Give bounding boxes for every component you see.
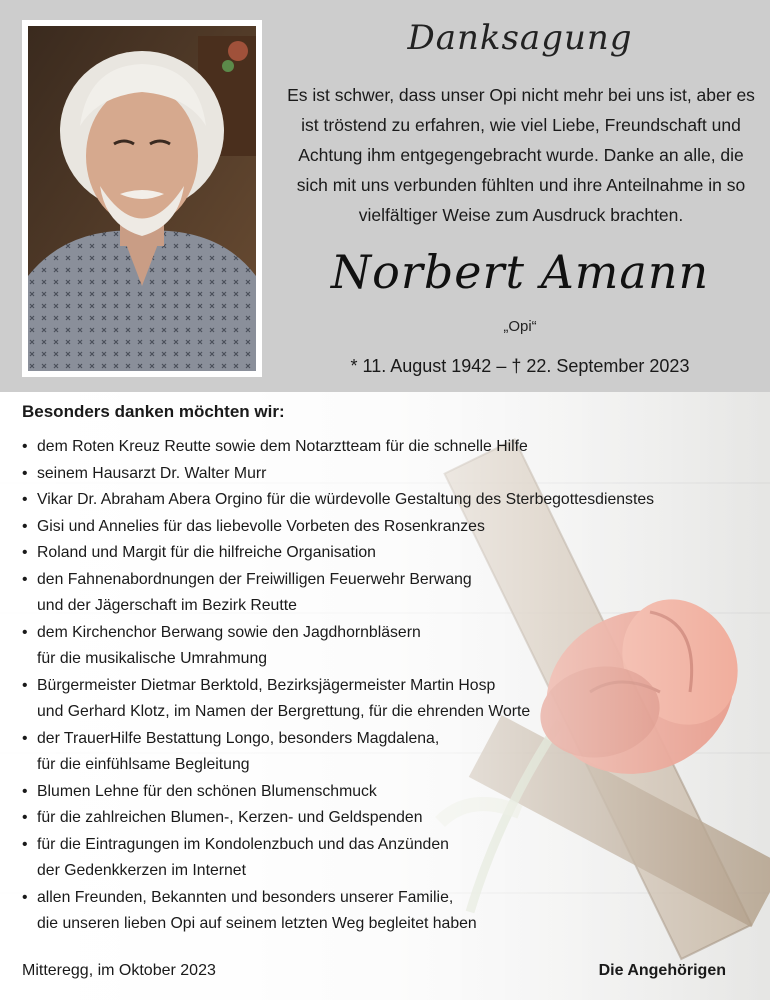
list-item-line: • dem Kirchenchor Berwang sowie den Jagdhornbläsern: [37, 623, 421, 641]
list-item: [22, 620, 762, 673]
thanks-list: [22, 434, 762, 938]
list-item-line: • Blumen Lehne für den schönen Blumenschmuck: [37, 782, 377, 800]
list-item: [22, 461, 762, 488]
page-title: Danksagung: [407, 18, 633, 58]
list-item: [22, 514, 762, 541]
intro-text: [272, 80, 770, 230]
list-item: [22, 540, 762, 567]
intro-line: Achtung ihm entgegengebracht wurde. Danke an alle, die: [298, 145, 744, 165]
list-item-line: • Roland und Margit für die hilfreiche Organisation: [37, 544, 376, 561]
list-item: [22, 567, 762, 620]
list-item-line: • den Fahnenabordnungen der Freiwilligen Feuerwehr Berwang: [37, 570, 472, 588]
list-item: [22, 726, 762, 779]
portrait-photo: [28, 26, 256, 371]
nickname: „Opi“: [503, 318, 537, 335]
place-date: Mitteregg, im Oktober 2023: [22, 962, 216, 979]
deceased-name: Norbert Amann: [330, 245, 710, 299]
life-dates: * 11. August 1942 – † 22. September 2023: [350, 356, 690, 376]
list-item-line: • seinem Hausarzt Dr. Walter Murr: [37, 464, 267, 482]
portrait-photo-frame: [22, 20, 262, 377]
list-item-line: der Gedenkkerzen im Internet: [37, 862, 246, 879]
intro-line: sich mit uns verbunden fühlten und ihre Anteilnahme in so: [296, 175, 746, 195]
intro-line: Es ist schwer, dass unser Opi nicht mehr bei uns ist, aber es: [287, 85, 755, 105]
list-item: [22, 832, 762, 885]
list-item-line: • Vikar Dr. Abraham Abera Orgino für die würdevolle Gestaltung des Sterbegottesdienstes: [37, 491, 655, 508]
list-item-line: • für die Eintragungen im Kondolenzbuch und das Anzünden: [37, 835, 449, 853]
list-item-line: • allen Freunden, Bekannten und besonders unserer Familie,: [37, 888, 454, 906]
list-item: [22, 434, 762, 461]
list-item-line: und der Jägerschaft im Bezirk Reutte: [37, 597, 297, 614]
list-item-line: für die einfühlsame Begleitung: [37, 756, 250, 773]
list-item-line: die unseren lieben Opi auf seinem letzten Weg begleitet haben: [37, 915, 477, 932]
list-item-line: für die musikalische Umrahmung: [37, 650, 268, 667]
intro-line: ist tröstend zu erfahren, wie viel Liebe, Freundschaft und: [301, 115, 741, 135]
thanks-heading: Besonders danken möchten wir:: [22, 402, 285, 421]
list-item: [22, 805, 762, 832]
intro-line: vielfältiger Weise zum Ausdruck brachten.: [358, 205, 684, 225]
signature: Die Angehörigen: [598, 962, 726, 979]
list-item-line: • Bürgermeister Dietmar Berktold, Bezirksjägermeister Martin Hosp: [37, 676, 496, 694]
list-item-line: • Gisi und Annelies für das liebevolle Vorbeten des Rosenkranzes: [37, 517, 485, 535]
list-item-line: • für die zahlreichen Blumen-, Kerzen- und Geldspenden: [37, 809, 423, 826]
list-item: [22, 487, 762, 514]
list-item-line: • dem Roten Kreuz Reutte sowie dem Notarztteam für die schnelle Hilfe: [37, 438, 528, 455]
list-item: [22, 779, 762, 806]
list-item: [22, 885, 762, 938]
list-item-line: und Gerhard Klotz, im Namen der Bergrettung, für die ehrenden Worte: [37, 703, 531, 720]
list-item-line: • der TrauerHilfe Bestattung Longo, besonders Magdalena,: [37, 729, 440, 747]
list-item: [22, 673, 762, 726]
